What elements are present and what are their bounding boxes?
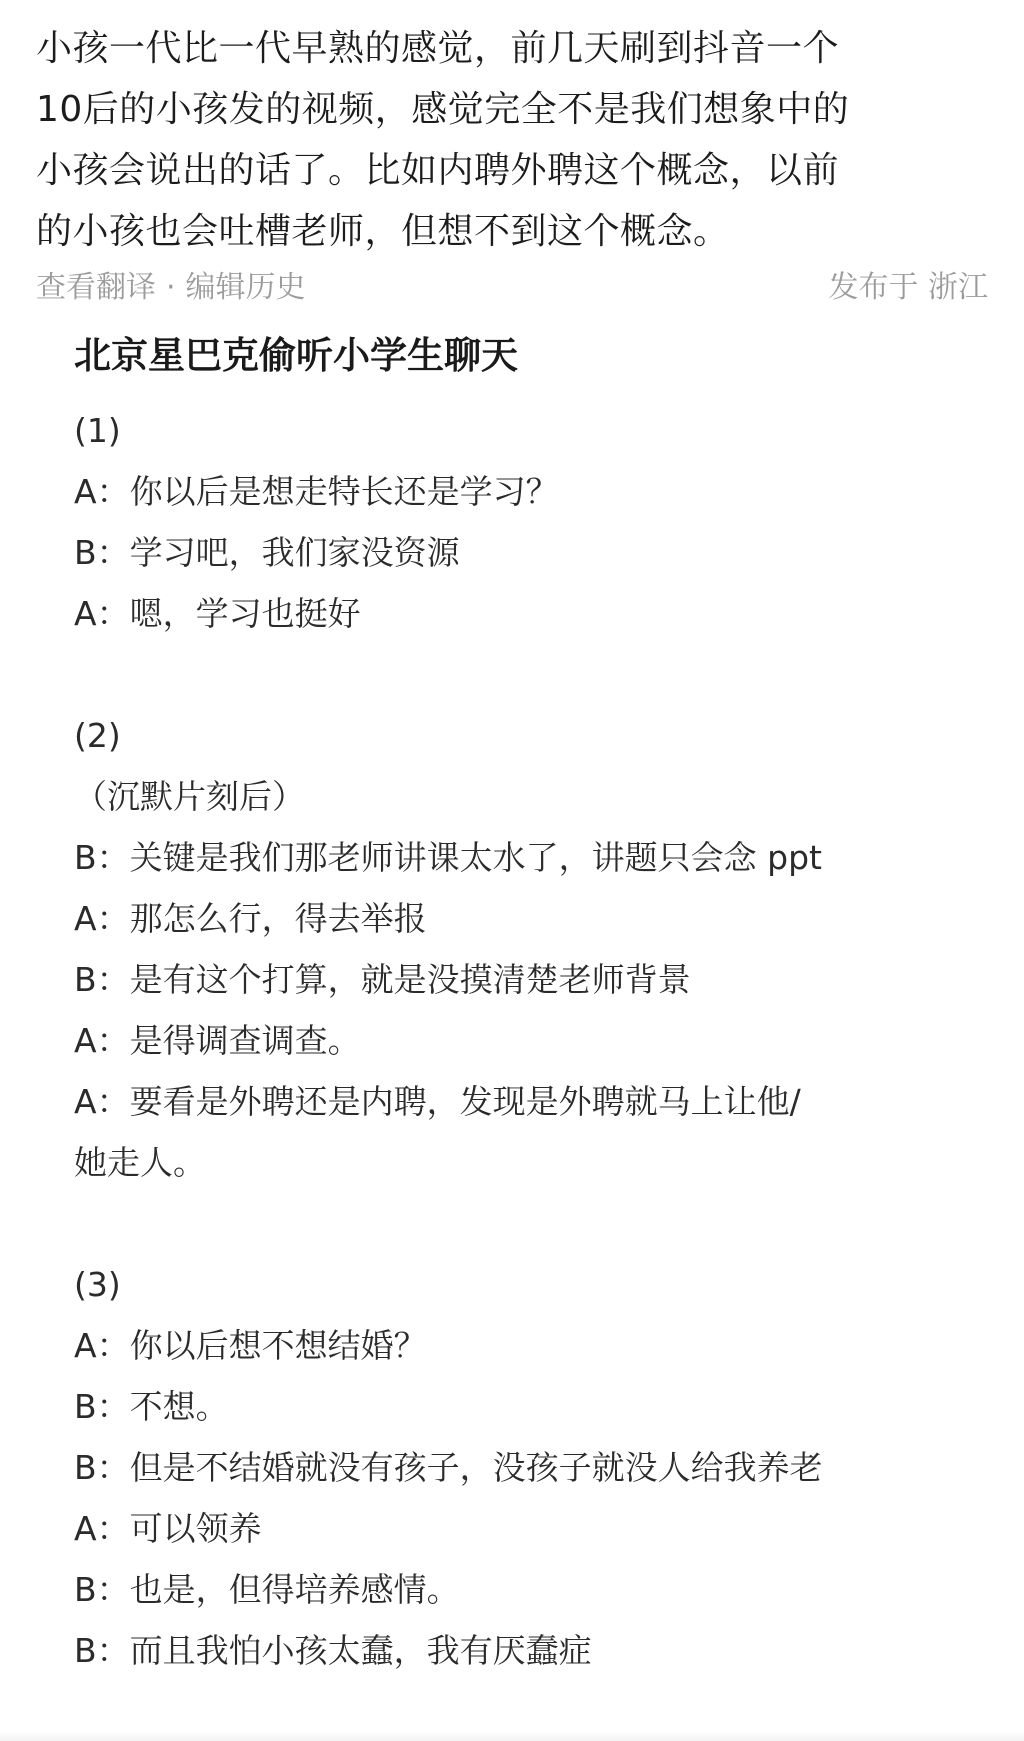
article-title: 北京星巴克偷听小学生聊天 (74, 334, 518, 377)
dialogue-line: B：但是不结婚就没有孩子，没孩子就没人给我养老 (74, 1448, 823, 1487)
dialogue-line: B：而且我怕小孩太蠢，我有厌蠢症 (74, 1631, 592, 1670)
quoted-article (74, 328, 974, 1681)
dialogue-line: A：嗯，学习也挺好 (74, 594, 361, 633)
dialogue-line: A：你以后想不想结婚？ (74, 1326, 427, 1365)
dialogue-line: A：是得调查调查。 (74, 1021, 361, 1060)
meta-separator: · (166, 270, 176, 305)
bottom-divider (0, 1731, 1024, 1741)
dialogue-line: A：要看是外聘还是内聘，发现是外聘就马上让他/ (74, 1082, 801, 1121)
section-label: (1) (74, 411, 121, 450)
post-location (828, 262, 988, 306)
dialogue-line: A：你以后是想走特长还是学习？ (74, 472, 559, 511)
post-meta-actions (36, 262, 306, 306)
dialogue-line: B：也是，但得培养感情。 (74, 1570, 460, 1609)
dialogue-line: B：关键是我们那老师讲课太水了，讲题只会念 ppt (74, 838, 822, 877)
dialogue-section (74, 705, 974, 1193)
post-body-line: 小孩一代比一代早熟的感觉，前几天刷到抖音一个 (36, 28, 840, 69)
post-body-line: 小孩会说出的话了。比如内聘外聘这个概念，以前 (36, 150, 840, 191)
edit-history-link[interactable]: 编辑历史 (185, 270, 306, 305)
dialogue-section (74, 1254, 974, 1681)
dialogue-line: B：学习吧，我们家没资源 (74, 533, 460, 572)
dialogue-line: 她走人。 (74, 1143, 206, 1182)
post-body-line: 10后的小孩发的视频，感觉完全不是我们想象中的 (36, 89, 850, 130)
section-label: (2) (74, 716, 121, 755)
dialogue-line: A：可以领养 (74, 1509, 262, 1548)
dialogue-line: （沉默片刻后） (74, 777, 305, 816)
dialogue-line: A：那怎么行，得去举报 (74, 899, 427, 938)
dialogue-section (74, 400, 974, 644)
published-location: 发布于 浙江 (828, 270, 988, 305)
post-content (36, 18, 996, 262)
dialogue-line: B：不想。 (74, 1387, 229, 1426)
post-body (36, 18, 996, 262)
post-meta-bar (36, 262, 988, 306)
view-translation-link[interactable]: 查看翻译 (36, 270, 156, 305)
section-label: (3) (74, 1265, 121, 1304)
post-body-line: 的小孩也会吐槽老师，但想不到这个概念。 (36, 211, 730, 252)
dialogue-line: B：是有这个打算，就是没摸清楚老师背景 (74, 960, 691, 999)
